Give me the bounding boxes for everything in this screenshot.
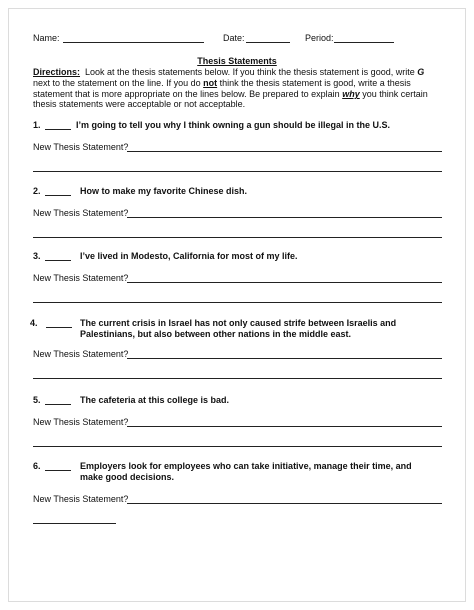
statement-number: 1. [33, 120, 41, 130]
statement-number: 5. [33, 395, 41, 405]
statement-number: 3. [33, 251, 41, 261]
page-title: Thesis Statements [197, 56, 277, 66]
answer-line[interactable] [33, 171, 442, 172]
statement-text: How to make my favorite Chinese dish. [80, 186, 248, 196]
answer-blank[interactable] [45, 195, 71, 196]
answer-line[interactable] [127, 151, 442, 152]
statement-number: 2. [33, 186, 41, 196]
answer-blank[interactable] [45, 470, 71, 471]
date-line[interactable] [246, 42, 290, 43]
statement-text: The cafeteria at this college is bad. [80, 395, 230, 405]
directions-line-1: Directions: Look at the thesis statements below. If you think the thesis statement is good, write G [33, 67, 425, 77]
answer-line[interactable] [33, 237, 442, 238]
statement-number: 4. [30, 318, 38, 328]
new-thesis-label: New Thesis Statement? [33, 142, 129, 152]
answer-line[interactable] [127, 217, 442, 218]
directions-label: Directions: [33, 67, 81, 77]
answer-blank[interactable] [45, 129, 71, 130]
date-label: Date: [223, 33, 245, 43]
directions-line-3: statement that is more appropriate on the lines below. Be prepared to explain why you think certain [33, 89, 428, 99]
answer-line[interactable] [127, 358, 442, 359]
answer-line[interactable] [127, 503, 442, 504]
statement-number: 6. [33, 461, 41, 471]
answer-blank[interactable] [45, 404, 71, 405]
answer-line[interactable] [33, 446, 442, 447]
answer-line[interactable] [33, 302, 442, 303]
name-label: Name: [33, 33, 60, 43]
name-line[interactable] [63, 42, 204, 43]
statement-text: make good decisions. [80, 472, 175, 482]
answer-blank[interactable] [46, 327, 72, 328]
new-thesis-label: New Thesis Statement? [33, 494, 129, 504]
directions-line-4: thesis statements were acceptable or not acceptable. [33, 99, 246, 109]
g-letter: G [417, 67, 425, 77]
period-label: Period: [305, 33, 334, 43]
new-thesis-label: New Thesis Statement? [33, 417, 129, 427]
why-word: why [342, 89, 360, 99]
answer-line[interactable] [33, 378, 442, 379]
statement-text: I’m going to tell you why I think owning a gun should be illegal in the U.S. [76, 120, 391, 130]
new-thesis-label: New Thesis Statement? [33, 349, 129, 359]
statement-text: Employers look for employees who can take initiative, manage their time, and [80, 461, 412, 471]
answer-blank[interactable] [45, 260, 71, 261]
new-thesis-label: New Thesis Statement? [33, 208, 129, 218]
statement-text: The current crisis in Israel has not only caused strife between Israelis and [80, 318, 397, 328]
directions-line-2: next to the statement on the line. If you do not think the thesis statement is good, write a thesis [33, 78, 411, 88]
statement-text: Palestinians, but also between other nations in the middle east. [80, 329, 352, 339]
answer-line[interactable] [127, 426, 442, 427]
new-thesis-label: New Thesis Statement? [33, 273, 129, 283]
not-word: not [203, 78, 218, 88]
answer-line[interactable] [127, 282, 442, 283]
answer-line[interactable] [33, 523, 116, 524]
period-line[interactable] [334, 42, 394, 43]
statement-text: I’ve lived in Modesto, California for most of my life. [80, 251, 298, 261]
